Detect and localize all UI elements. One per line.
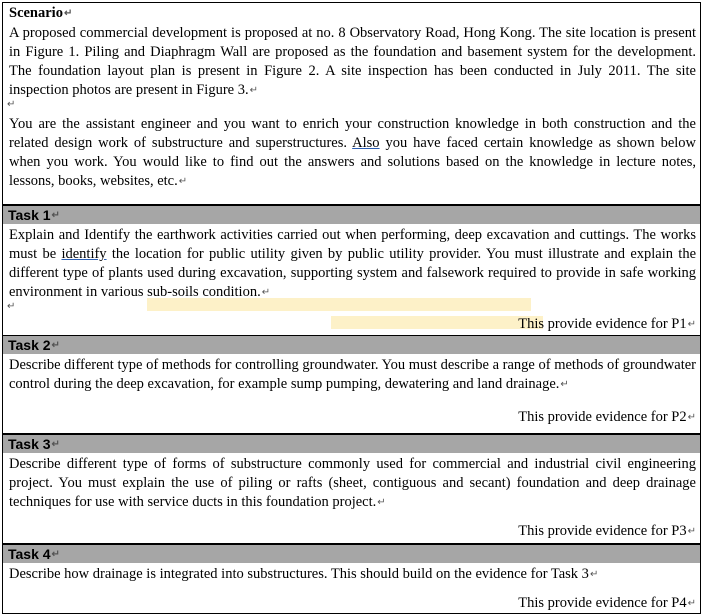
task-4-description: Describe how drainage is integrated into substructures. This should build on the evidence for Task 3↵ [9, 566, 599, 582]
task-4-body [2, 563, 701, 614]
task-3-evidence: This provide evidence for P3↵ [518, 523, 696, 539]
task-1-evidence: This provide evidence for P1↵ [518, 316, 696, 332]
task-4-header [2, 544, 701, 564]
task-1-header [2, 205, 701, 225]
task-3-title: Task 3↵ [8, 436, 60, 452]
task-3-header [2, 434, 701, 454]
task-1-body [2, 224, 701, 336]
task-3-description: Describe different type of forms of substructure commonly used for commercial and industrial civil engineering project. You must explain the use of piling or rafts (sheet, contiguous and secant) foundation and deep drainage techniques for use with service ducts in this foundation project.↵ [9, 456, 696, 510]
task-3-body [2, 453, 701, 544]
task-2-evidence: This provide evidence for P2↵ [518, 409, 696, 425]
scenario-title: Scenario↵ [9, 5, 73, 21]
highlight-mark [331, 316, 543, 329]
task-4-title: Task 4↵ [8, 546, 60, 562]
scenario-paragraph-1: A proposed commercial development is proposed at no. 8 Observatory Road, Hong Kong. The site location is present in Figure 1. Piling and Diaphragm Wall are proposed as the foundation and basement system for the development. The foundation layout plan is present in Figure 2. A site inspection has been conducted in July 2011. The site inspection photos are present in Figure 3.↵ [9, 25, 696, 98]
task-4-evidence: This provide evidence for P4↵ [518, 595, 696, 611]
task-1-description: Explain and Identify the earthwork activities carried out when performing, deep excavation and cuttings. The works must be identify the location for public utility given by public utility provider. You must illustrate and explain the different type of plants used during excavation, supporting system and falsework required to provide in safe working environment in various sub-soils condition.↵ [9, 227, 697, 300]
task-2-description: Describe different type of methods for controlling groundwater. You must describe a range of methods of groundwater control during the deep excavation, for example sump pumping, dewatering and land drainage.↵ [9, 357, 696, 392]
paragraph-mark: ↵ [7, 301, 16, 312]
scenario-section [2, 2, 701, 205]
paragraph-mark: ↵ [7, 99, 16, 110]
task-2-body [2, 354, 701, 434]
task-2-title: Task 2↵ [8, 337, 60, 353]
task-1-title: Task 1↵ [8, 207, 60, 223]
task-2-header [2, 335, 701, 355]
scenario-paragraph-2: You are the assistant engineer and you want to enrich your construction knowledge in both construction and the related design work of substructure and superstructures. Also you have faced certain knowledge as shown below when you work. You would like to find out the answers and solutions based on the knowledge in lecture notes, lessons, books, websites, etc.↵ [9, 116, 697, 189]
